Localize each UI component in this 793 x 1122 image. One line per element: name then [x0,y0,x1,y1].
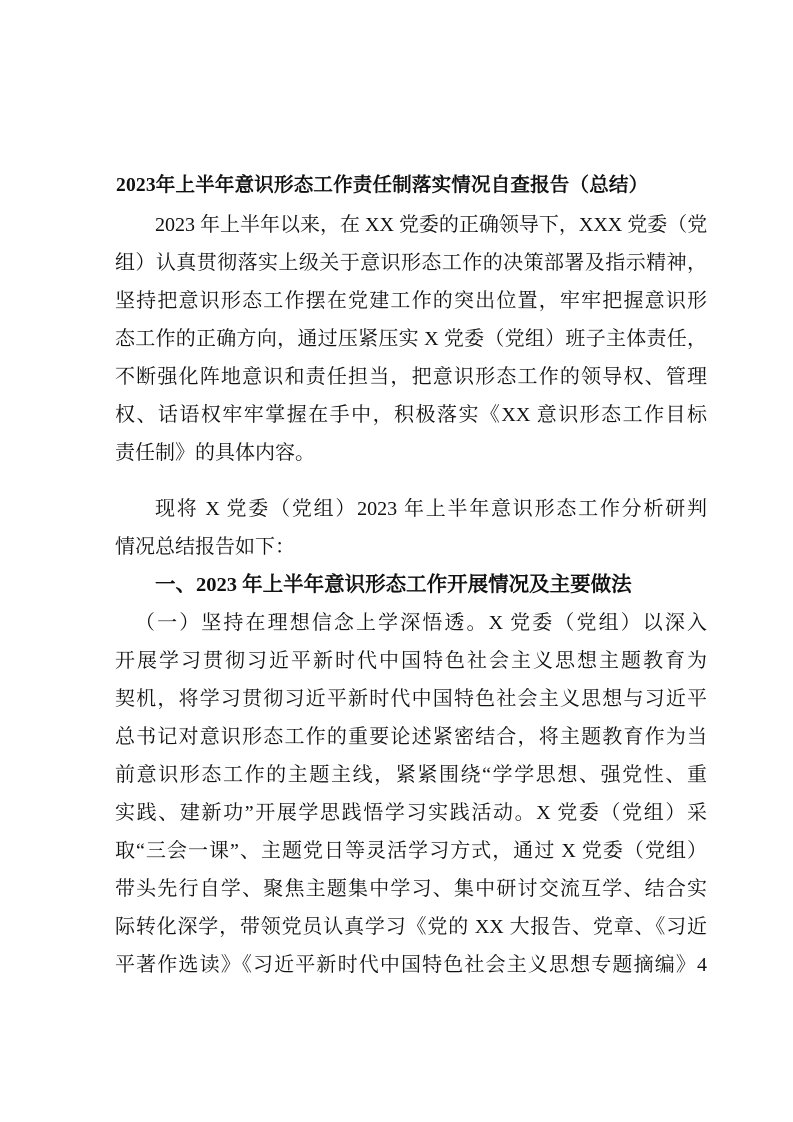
paragraph-line: 坚持把意识形态工作摆在党建工作的突出位置，牢牢把握意识形 [115,290,707,312]
paragraph-line: 组）认真贯彻落实上级关于意识形态工作的决策部署及指示精神， [115,252,707,274]
paragraph-line: 际转化深学，带领党员认真学习《党的 XX 大报告、党章、《习近 [115,916,707,938]
paragraph-line: 责任制》的具体内容。 [115,442,315,464]
paragraph-line: 2023 年上半年以来，在 XX 党委的正确领导下，XXX 党委（党 [155,214,708,236]
document-title: 2023年上半年意识形态工作责任制落实情况自查报告（总结） [116,175,649,196]
paragraph-line: 不断强化阵地意识和责任担当，把意识形态工作的领导权、管理 [115,366,707,388]
section-heading: 一、2023 年上半年意识形态工作开展情况及主要做法 [155,574,632,596]
paragraph-line: 平著作选读》《习近平新时代中国特色社会主义思想专题摘编》4 [115,954,707,976]
paragraph-line: 取“三会一课”、主题党日等灵活学习方式，通过 X 党委（党组） [115,840,707,862]
paragraph-line: 实践、建新功”开展学思践悟学习实践活动。X 党委（党组）采 [115,802,707,824]
paragraph-line: 开展学习贯彻习近平新时代中国特色社会主义思想主题教育为 [115,650,707,672]
paragraph-line: 总书记对意识形态工作的重要论述紧密结合，将主题教育作为当 [115,726,707,748]
paragraph-line: 情况总结报告如下： [115,536,295,558]
paragraph-line: 带头先行自学、聚焦主题集中学习、集中研讨交流互学、结合实 [115,878,707,900]
paragraph-line: 态工作的正确方向，通过压紧压实 X 党委（党组）班子主体责任， [115,328,707,350]
paragraph-line: 现将 X 党委（党组）2023 年上半年意识形态工作分析研判 [155,498,707,520]
paragraph-line: 权、话语权牢牢掌握在手中，积极落实《XX 意识形态工作目标 [115,404,707,426]
paragraph-line: （一）坚持在理想信念上学深悟透。X 党委（党组）以深入 [135,612,707,634]
paragraph-line: 前意识形态工作的主题主线，紧紧围绕“学学思想、强党性、重 [115,764,707,786]
document-body [115,206,707,984]
paragraph-line: 契机，将学习贯彻习近平新时代中国特色社会主义思想与习近平 [115,688,707,710]
